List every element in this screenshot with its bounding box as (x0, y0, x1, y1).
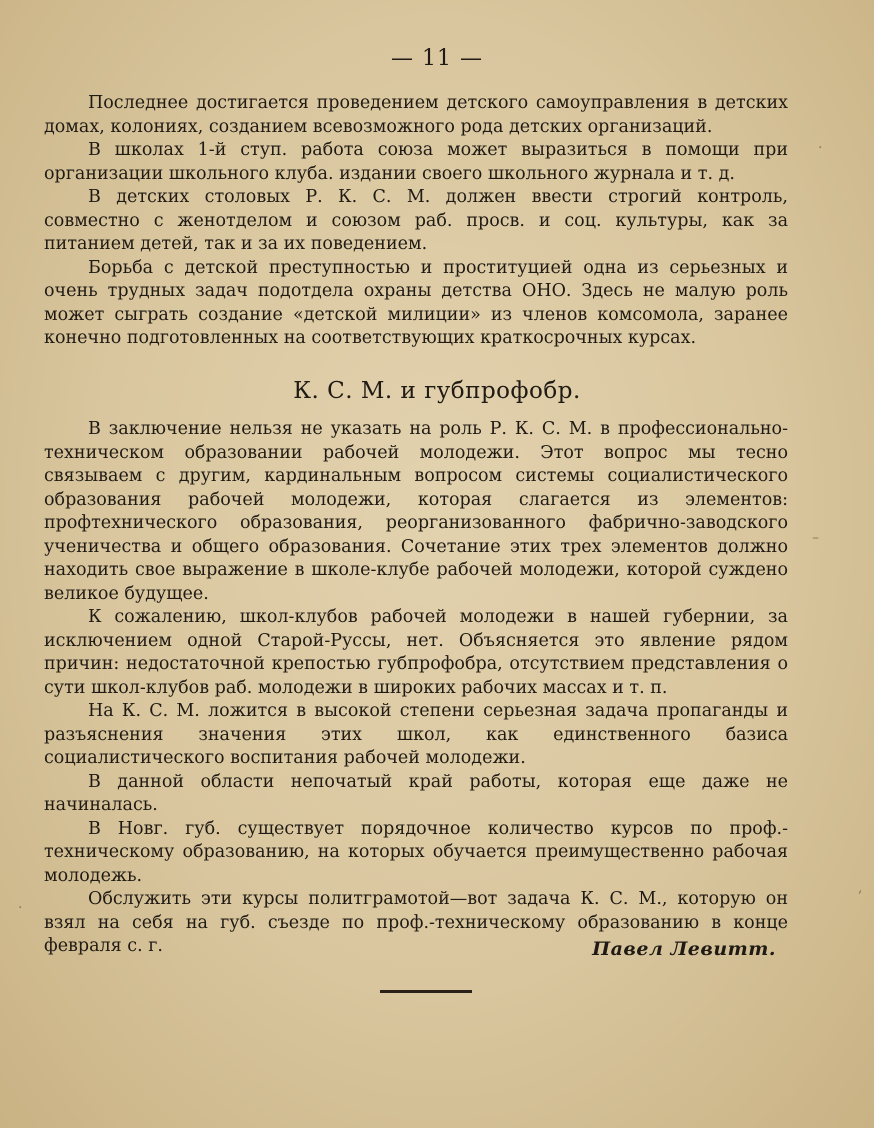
paragraph: На К. С. М. ложится в высокой степени серьезная задача пропаганды и разъяснения значения этих школ, как единственного базиса социалистического воспитания рабочей молодежи. (44, 701, 788, 768)
section-heading: К. С. М. и губпрофобр. (293, 378, 581, 404)
paragraph: В детских столовых Р. К. С. М. должен ввести строгий контроль, совместно с женотделом и союзом раб. просв. и соц. культуры, как за питанием детей, так и за их поведением. (44, 187, 788, 254)
paragraph: В данной области непочатый край работы, которая еще даже не начиналась. (44, 771, 788, 815)
paragraph: Борьба с детской преступностью и проституцией одна из серьезных и очень трудных задач подотдела охраны детства ОНО. Здесь не малую роль может сыграть создание «детской милиции» из членов комсомола, заранее конечно подготовленных на соответствующих краткосрочных курсах. (44, 257, 788, 348)
paragraph: Обслужить эти курсы политграмотой—вот задача К. С. М., которую он взял на себя на губ. съезде по проф.-техническому образованию в конце февраля с. г. (44, 889, 788, 956)
paragraph: В школах 1-й ступ. работа союза может выразиться в помощи при организации школьного клуба. издании своего школьного журнала и т. д. (44, 140, 788, 184)
page-number: — 11 — (391, 46, 483, 71)
paragraph: К сожалению, школ-клубов рабочей молодежи в нашей губернии, за исключением одной Старой-Руссы, нет. Объясняется это явление рядом причин: недостаточной крепостью губпрофобра, отсутствием представления о сути школ-клубов раб. молодежи в широких рабочих массах и т. п. (44, 607, 788, 698)
section-2-body (44, 418, 788, 959)
paper-speck: – (812, 530, 819, 546)
paper-speck: · (18, 900, 23, 916)
author-signature: Павел Левитт. (592, 938, 776, 960)
paper-speck: · (818, 140, 823, 156)
section-1-body (44, 92, 788, 351)
paper-speck: , (858, 880, 863, 896)
end-divider (380, 990, 472, 993)
paragraph: Последнее достигается проведением детского самоуправления в детских домах, колониях, созданием всевозможного рода детских организаций. (44, 93, 788, 137)
paragraph: В Новг. губ. существует порядочное количество курсов по проф.-техническому образованию, на которых обучается преимущественно рабочая молодежь. (44, 818, 788, 886)
paragraph: В заключение нельзя не указать на роль Р. К. С. М. в профессионально-техническом образовании рабочей молодежи. Этот вопрос мы тесно связываем с другим, кардинальным вопросом системы социалистического образования рабочей молодежи, которая слагается из элементов: профтехнического образования, реорганизованного фабрично-заводского ученичества и общего образования. Сочетание этих трех элементов должно находить свое выражение в школе-клубе рабочей молодежи, которой суждено великое будущее. (44, 419, 788, 604)
